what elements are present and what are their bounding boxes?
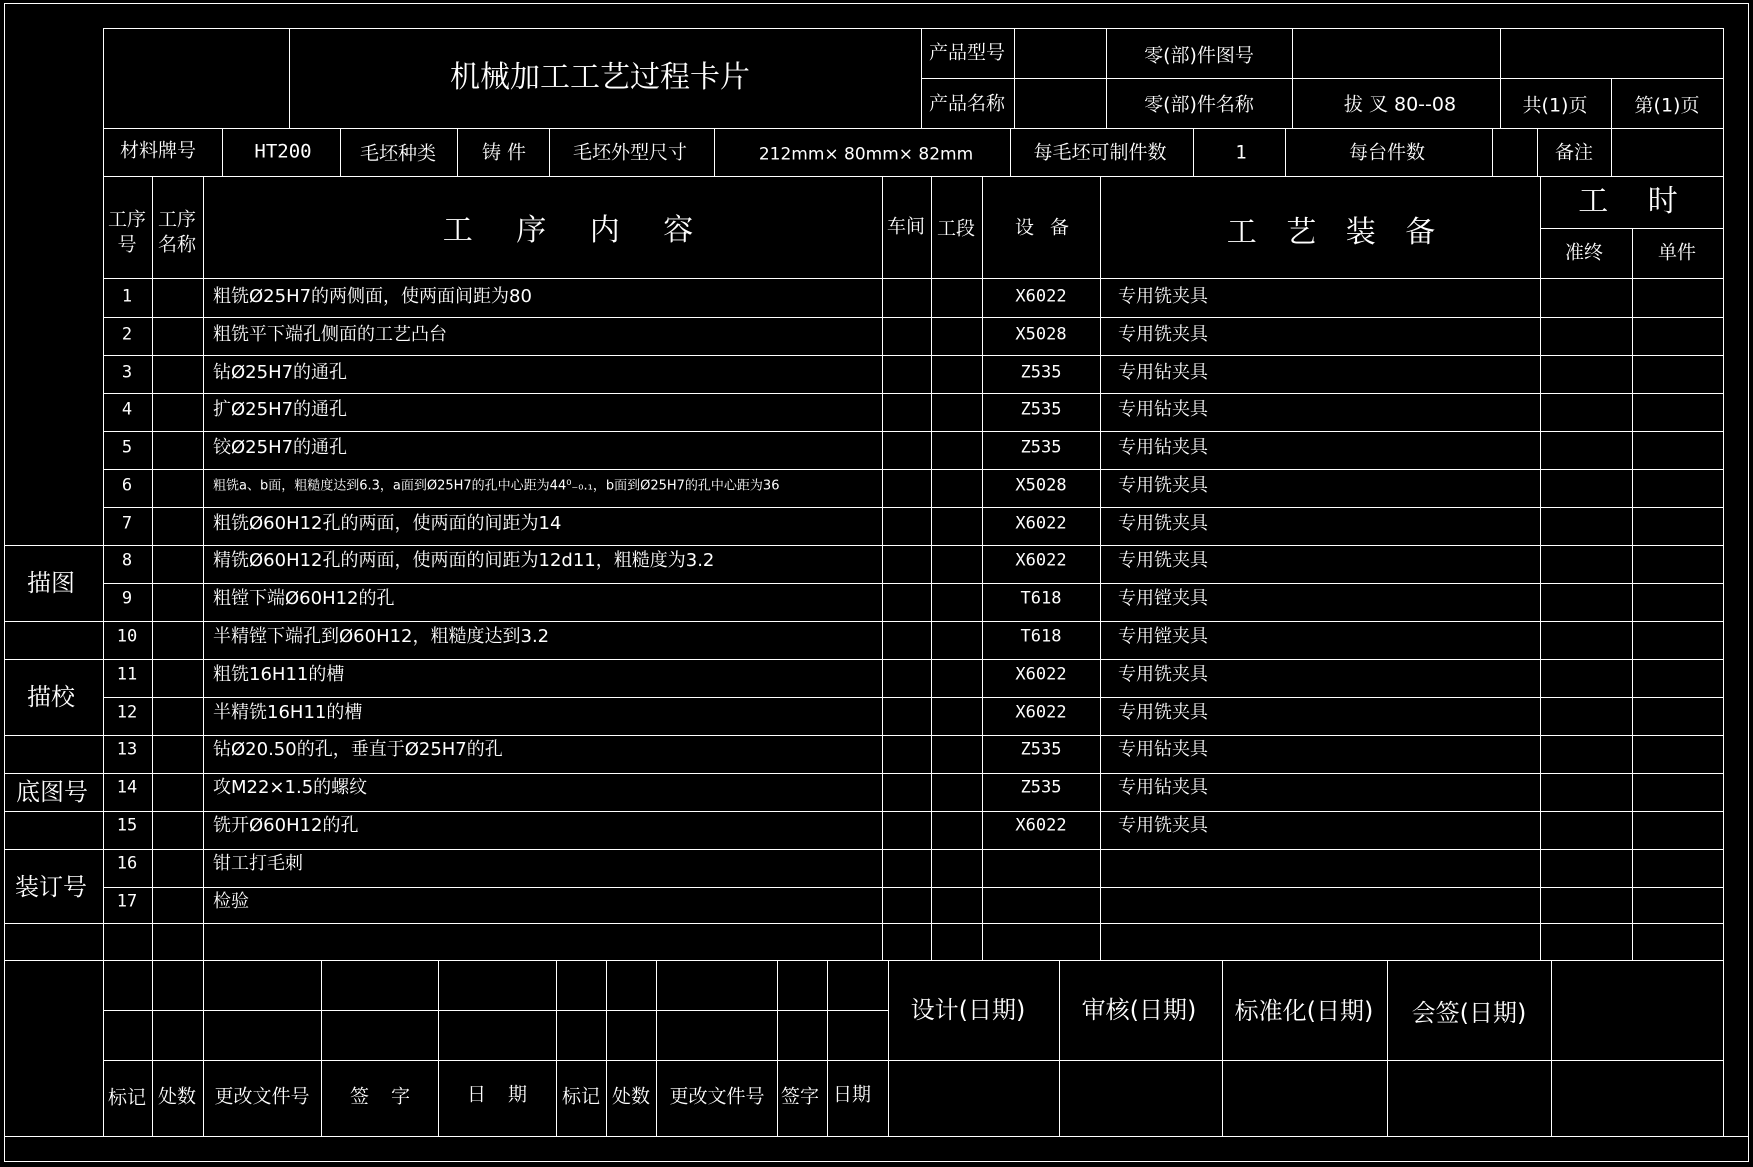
table-line <box>103 849 1724 850</box>
total-pages: 共(1)页 <box>1522 94 1588 117</box>
footer-mark-2: 标记 <box>561 1085 601 1108</box>
op-tooling: 专用铣夹具 <box>1118 815 1208 836</box>
op-content: 粗铣平下端孔侧面的工艺凸台 <box>213 324 447 345</box>
table-line <box>103 923 1724 924</box>
table-line <box>103 393 1724 394</box>
op-tooling: 专用镗夹具 <box>1118 626 1208 647</box>
table-line <box>1193 128 1194 176</box>
side-line <box>4 659 103 660</box>
op-tooling: 专用铣夹具 <box>1118 324 1208 345</box>
op-content: 粗镗下端Ø60H12的孔 <box>213 588 395 609</box>
op-equipment: X5028 <box>1015 324 1067 345</box>
op-content: 铰Ø25H7的通孔 <box>213 437 348 458</box>
side-label-trace-check: 描校 <box>27 683 75 711</box>
table-line <box>340 128 341 176</box>
op-tooling: 专用铣夹具 <box>1118 475 1208 496</box>
tooling-header: 工 艺 装 备 <box>1226 215 1436 250</box>
op-tooling: 专用铣夹具 <box>1118 702 1208 723</box>
table-line <box>1010 128 1011 176</box>
op-equipment: T618 <box>1020 588 1062 609</box>
table-line <box>103 735 1724 736</box>
table-line <box>103 621 1724 622</box>
table-line <box>549 128 550 176</box>
frame-line <box>4 1161 1749 1162</box>
material-value: HT200 <box>254 140 312 163</box>
table-line <box>103 128 1724 129</box>
op-equipment: Z535 <box>1020 399 1062 420</box>
op-number: 10 <box>116 626 138 647</box>
material-label: 材料牌号 <box>119 139 197 162</box>
footer-line <box>606 960 607 1136</box>
footer-line <box>1222 960 1223 1136</box>
op-tooling: 专用钻夹具 <box>1118 399 1208 420</box>
time-header: 工 时 <box>1578 184 1678 219</box>
table-line <box>103 697 1724 698</box>
op-tooling: 专用钻夹具 <box>1118 777 1208 798</box>
per-blank-value: 1 <box>1235 141 1247 164</box>
op-number: 8 <box>121 550 133 571</box>
op-tooling: 专用铣夹具 <box>1118 664 1208 685</box>
card-title: 机械加工工艺过程卡片 <box>450 60 750 95</box>
op-content: 精铣Ø60H12孔的两面，使两面的间距为12d11，粗糙度为3.2 <box>213 550 715 571</box>
op-equipment: X5028 <box>1015 475 1067 496</box>
op-equipment: Z535 <box>1020 362 1062 383</box>
op-equipment: X6022 <box>1015 664 1067 685</box>
side-label-base-drawing-no: 底图号 <box>16 778 88 806</box>
op-content: 粗铣16H11的槽 <box>213 664 345 685</box>
table-line <box>289 28 290 128</box>
op-content: 攻M22×1.5的螺纹 <box>213 777 368 798</box>
op-tooling: 专用钻夹具 <box>1118 739 1208 760</box>
table-line <box>1100 176 1101 960</box>
op-number: 15 <box>116 815 138 836</box>
op-content: 半精铣16H11的槽 <box>213 702 363 723</box>
op-number: 14 <box>116 777 138 798</box>
footer-standard: 标准化(日期) <box>1234 997 1374 1025</box>
op-number: 17 <box>116 891 138 912</box>
footer-count-2: 处数 <box>611 1085 651 1108</box>
op-number: 1 <box>121 286 133 307</box>
table-line <box>921 78 1724 79</box>
table-line <box>103 960 1724 961</box>
side-label-trace: 描图 <box>27 569 75 597</box>
table-line <box>103 355 1724 356</box>
table-line <box>1611 78 1612 128</box>
footer-doc-no-1: 更改文件号 <box>214 1085 310 1108</box>
table-line <box>103 28 1724 29</box>
side-label-binding-no: 装订号 <box>15 873 87 901</box>
table-line <box>982 176 983 960</box>
table-line <box>103 507 1724 508</box>
table-line <box>103 773 1724 774</box>
table-line <box>714 128 715 176</box>
product-model-label: 产品型号 <box>928 41 1006 64</box>
table-line <box>882 176 883 960</box>
op-content: 半精镗下端孔到Ø60H12，粗糙度达到3.2 <box>213 626 550 647</box>
op-number: 12 <box>116 702 138 723</box>
op-content: 扩Ø25H7的通孔 <box>213 399 348 420</box>
op-equipment: Z535 <box>1020 739 1062 760</box>
remark-label: 备注 <box>1554 141 1594 164</box>
frame-line <box>4 3 1749 4</box>
table-line <box>1611 128 1612 176</box>
table-line <box>931 176 932 960</box>
frame-line <box>4 3 5 1162</box>
side-line <box>4 621 103 622</box>
footer-countersign: 会签(日期) <box>1411 999 1527 1027</box>
op-equipment: T618 <box>1020 626 1062 647</box>
workshop-header: 车间 <box>886 215 926 238</box>
op-number: 5 <box>121 437 133 458</box>
op-equipment: Z535 <box>1020 777 1062 798</box>
table-line <box>103 278 1724 279</box>
footer-line <box>1551 960 1552 1136</box>
op-no-header-line1: 工序 <box>107 208 147 231</box>
table-line <box>103 545 1724 546</box>
table-line <box>457 128 458 176</box>
op-content: 铣开Ø60H12的孔 <box>213 815 359 836</box>
footer-line <box>103 1060 1724 1061</box>
table-line <box>4 1136 1749 1137</box>
footer-doc-no-2: 更改文件号 <box>669 1085 765 1108</box>
table-line <box>203 176 204 960</box>
blank-size-value: 212mm× 80mm× 82mm <box>758 144 974 165</box>
op-tooling: 专用钻夹具 <box>1118 437 1208 458</box>
op-content: 钻Ø25H7的通孔 <box>213 362 348 383</box>
op-number: 6 <box>121 475 133 496</box>
op-equipment: X6022 <box>1015 702 1067 723</box>
op-content-header: 工 序 内 容 <box>442 213 694 248</box>
op-equipment: X6022 <box>1015 550 1067 571</box>
side-line <box>4 923 103 924</box>
op-content: 钻Ø20.50的孔，垂直于Ø25H7的孔 <box>213 739 503 760</box>
table-line <box>152 176 153 960</box>
side-line <box>4 960 103 961</box>
footer-design: 设计(日期) <box>910 996 1026 1024</box>
side-line <box>4 811 103 812</box>
footer-count-1: 处数 <box>157 1085 197 1108</box>
side-line <box>4 773 103 774</box>
page-number: 第(1)页 <box>1634 94 1700 117</box>
footer-date-1: 日 期 <box>466 1083 528 1106</box>
op-number: 16 <box>116 853 138 874</box>
blank-type-value: 铸 件 <box>481 141 527 164</box>
table-line <box>103 659 1724 660</box>
side-line <box>4 545 103 546</box>
table-line <box>103 317 1724 318</box>
op-tooling: 专用钻夹具 <box>1118 362 1208 383</box>
footer-sign-1: 签 字 <box>349 1085 411 1108</box>
op-tooling: 专用铣夹具 <box>1118 286 1208 307</box>
part-no-label: 零(部)件图号 <box>1144 44 1254 67</box>
op-equipment: Z535 <box>1020 437 1062 458</box>
prep-time-header: 准终 <box>1564 241 1604 264</box>
op-tooling: 专用镗夹具 <box>1118 588 1208 609</box>
unit-time-header: 单件 <box>1657 241 1697 264</box>
table-line <box>1537 128 1538 176</box>
table-line <box>1632 228 1633 960</box>
op-number: 9 <box>121 588 133 609</box>
footer-line <box>888 960 889 1136</box>
table-line <box>103 583 1724 584</box>
footer-line <box>321 960 322 1136</box>
op-number: 11 <box>116 664 138 685</box>
op-content: 粗铣a、b面，粗糙度达到6.3，a面到Ø25H7的孔中心距为44⁰₋₀.₁，b面到Ø25H7的孔中心距为36 <box>213 478 780 494</box>
footer-review: 审核(日期) <box>1081 996 1197 1024</box>
table-line <box>103 431 1724 432</box>
op-tooling: 专用铣夹具 <box>1118 550 1208 571</box>
footer-sign-2: 签字 <box>780 1085 820 1108</box>
frame-line <box>1748 3 1749 1162</box>
blank-size-label: 毛坯外型尺寸 <box>572 141 688 164</box>
op-content: 钳工打毛刺 <box>213 853 303 874</box>
footer-mark-1: 标记 <box>107 1086 147 1109</box>
part-name-value: 拔 叉 80--08 <box>1343 93 1457 116</box>
footer-line <box>656 960 657 1136</box>
part-name-label: 零(部)件名称 <box>1144 93 1254 116</box>
op-number: 2 <box>121 324 133 345</box>
table-line <box>222 128 223 176</box>
op-name-header-line2: 名称 <box>157 233 197 256</box>
footer-line <box>556 960 557 1136</box>
equipment-header: 设 备 <box>1014 216 1070 239</box>
footer-date-2: 日期 <box>832 1083 872 1106</box>
footer-line <box>438 960 439 1136</box>
section-header: 工段 <box>936 217 976 240</box>
footer-line <box>203 960 204 1136</box>
per-blank-label: 每毛坯可制件数 <box>1033 141 1167 164</box>
op-number: 13 <box>116 739 138 760</box>
op-number: 7 <box>121 513 133 534</box>
footer-line <box>152 960 153 1136</box>
op-name-header-line1: 工序 <box>157 208 197 231</box>
table-line <box>1540 228 1724 229</box>
op-equipment: X6022 <box>1015 286 1067 307</box>
table-line <box>1540 176 1541 960</box>
op-number: 3 <box>121 362 133 383</box>
table-line <box>1492 128 1493 176</box>
op-content: 粗铣Ø60H12孔的两面，使两面的间距为14 <box>213 513 562 534</box>
op-equipment: X6022 <box>1015 513 1067 534</box>
op-tooling: 专用铣夹具 <box>1118 513 1208 534</box>
side-line <box>4 735 103 736</box>
footer-line <box>1059 960 1060 1136</box>
table-line <box>103 811 1724 812</box>
table-line <box>103 469 1724 470</box>
op-number: 4 <box>121 399 133 420</box>
table-line <box>1285 128 1286 176</box>
table-line <box>103 887 1724 888</box>
table-line <box>103 176 1724 177</box>
footer-line <box>103 1010 889 1011</box>
footer-line <box>827 960 828 1136</box>
side-line <box>4 849 103 850</box>
product-name-label: 产品名称 <box>928 92 1006 115</box>
op-content: 检验 <box>213 891 249 912</box>
blank-type-label: 毛坯种类 <box>359 142 437 165</box>
per-unit-label: 每台件数 <box>1348 141 1426 164</box>
op-content: 粗铣Ø25H7的两侧面，使两面间距为80 <box>213 286 532 307</box>
op-no-header-line2: 号 <box>117 233 137 256</box>
footer-line <box>777 960 778 1136</box>
footer-line <box>1387 960 1388 1136</box>
op-equipment: X6022 <box>1015 815 1067 836</box>
